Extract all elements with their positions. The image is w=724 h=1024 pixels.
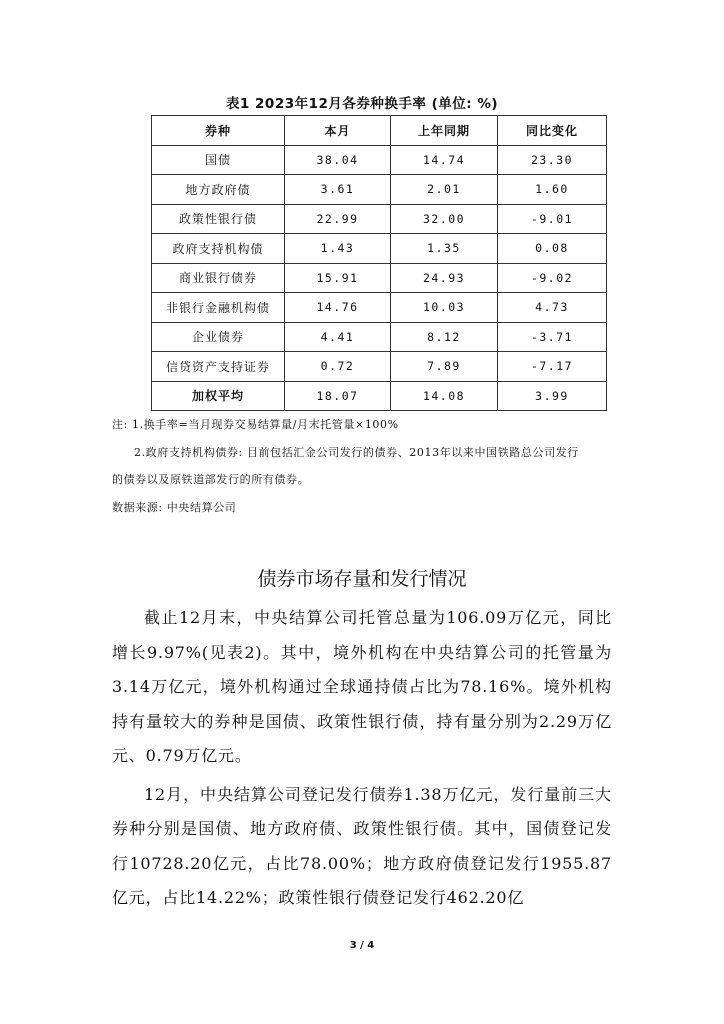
cell-value: 10.03	[391, 293, 498, 323]
row-label: 信贷资产支持证券	[152, 352, 285, 382]
cell-value: 0.08	[498, 234, 607, 264]
row-label: 国债	[152, 145, 285, 175]
cell-value: 2.01	[391, 175, 498, 205]
table-row	[152, 145, 607, 175]
cell-value: 4.73	[498, 293, 607, 323]
note-2-line-1: 2.政府支持机构债券: 目前包括汇金公司发行的债券、2013年以来中国铁路总公司发行	[134, 446, 579, 459]
cell-value: 1.43	[285, 234, 391, 264]
cell-value: 0.72	[285, 352, 391, 382]
data-source: 数据来源: 中央结算公司	[112, 501, 237, 514]
table-row	[152, 322, 607, 352]
row-label: 加权平均	[152, 381, 285, 411]
cell-value: 1.35	[391, 234, 498, 264]
row-label: 企业债券	[152, 322, 285, 352]
cell-value: -9.02	[498, 263, 607, 293]
paragraph-1: 截止12月末，中央结算公司托管总量为106.09万亿元，同比增长9.97%(见表2)。其中，境外机构在中央结算公司的托管量为3.14万亿元，境外机构通过全球通持债占比为78.16%。境外机构持有量较大的券种是国债、政策性银行债，持有量分别为2.29万亿元、0.79万亿元。	[112, 608, 612, 765]
cell-value: 1.60	[498, 175, 607, 205]
table-row-weighted-average	[152, 381, 607, 411]
cell-value: 3.61	[285, 175, 391, 205]
cell-value: 24.93	[391, 263, 498, 293]
cell-value: 14.08	[391, 381, 498, 411]
table-row	[152, 234, 607, 264]
header-this-month: 本月	[285, 116, 391, 146]
row-label: 非银行金融机构债	[152, 293, 285, 323]
note-1: 注: 1.换手率=当月现券交易结算量/月末托管量×100%	[112, 418, 399, 431]
row-label: 地方政府债	[152, 175, 285, 205]
cell-value: 4.41	[285, 322, 391, 352]
body-text	[112, 601, 612, 916]
cell-value: 8.12	[391, 322, 498, 352]
row-label: 政府支持机构债	[152, 234, 285, 264]
cell-value: 7.89	[391, 352, 498, 382]
table-row	[152, 175, 607, 205]
table-row	[152, 204, 607, 234]
row-label: 政策性银行债	[152, 204, 285, 234]
table-row	[152, 263, 607, 293]
table-caption: 表1 2023年12月各券种换手率 (单位: %)	[225, 96, 499, 112]
cell-value: 14.74	[391, 145, 498, 175]
header-last-year: 上年同期	[391, 116, 498, 146]
page-number: 3 / 4	[349, 940, 375, 951]
cell-value: -3.71	[498, 322, 607, 352]
cell-value: 18.07	[285, 381, 391, 411]
cell-value: 32.00	[391, 204, 498, 234]
header-type: 券种	[152, 116, 285, 146]
cell-value: -7.17	[498, 352, 607, 382]
cell-value: 22.99	[285, 204, 391, 234]
cell-value: 15.91	[285, 263, 391, 293]
table-header-row	[152, 116, 607, 146]
cell-value: 3.99	[498, 381, 607, 411]
table-row	[152, 352, 607, 382]
table-row	[152, 293, 607, 323]
note-2-line-2: 的债券以及原铁道部发行的所有债券。	[112, 473, 310, 486]
cell-value: 38.04	[285, 145, 391, 175]
cell-value: -9.01	[498, 204, 607, 234]
row-label: 商业银行债券	[152, 263, 285, 293]
cell-value: 23.30	[498, 145, 607, 175]
header-yoy-change: 同比变化	[498, 116, 607, 146]
cell-value: 14.76	[285, 293, 391, 323]
paragraph-2: 12月，中央结算公司登记发行债券1.38万亿元，发行量前三大券种分别是国债、地方政府债、政策性银行债。其中，国债登记发行10728.20亿元，占比78.00%；地方政府债登记发行1955.87亿元，占比14.22%；政策性银行债登记发行462.20亿	[112, 784, 612, 907]
turnover-table	[151, 115, 607, 411]
section-heading: 债券市场存量和发行情况	[257, 568, 467, 590]
